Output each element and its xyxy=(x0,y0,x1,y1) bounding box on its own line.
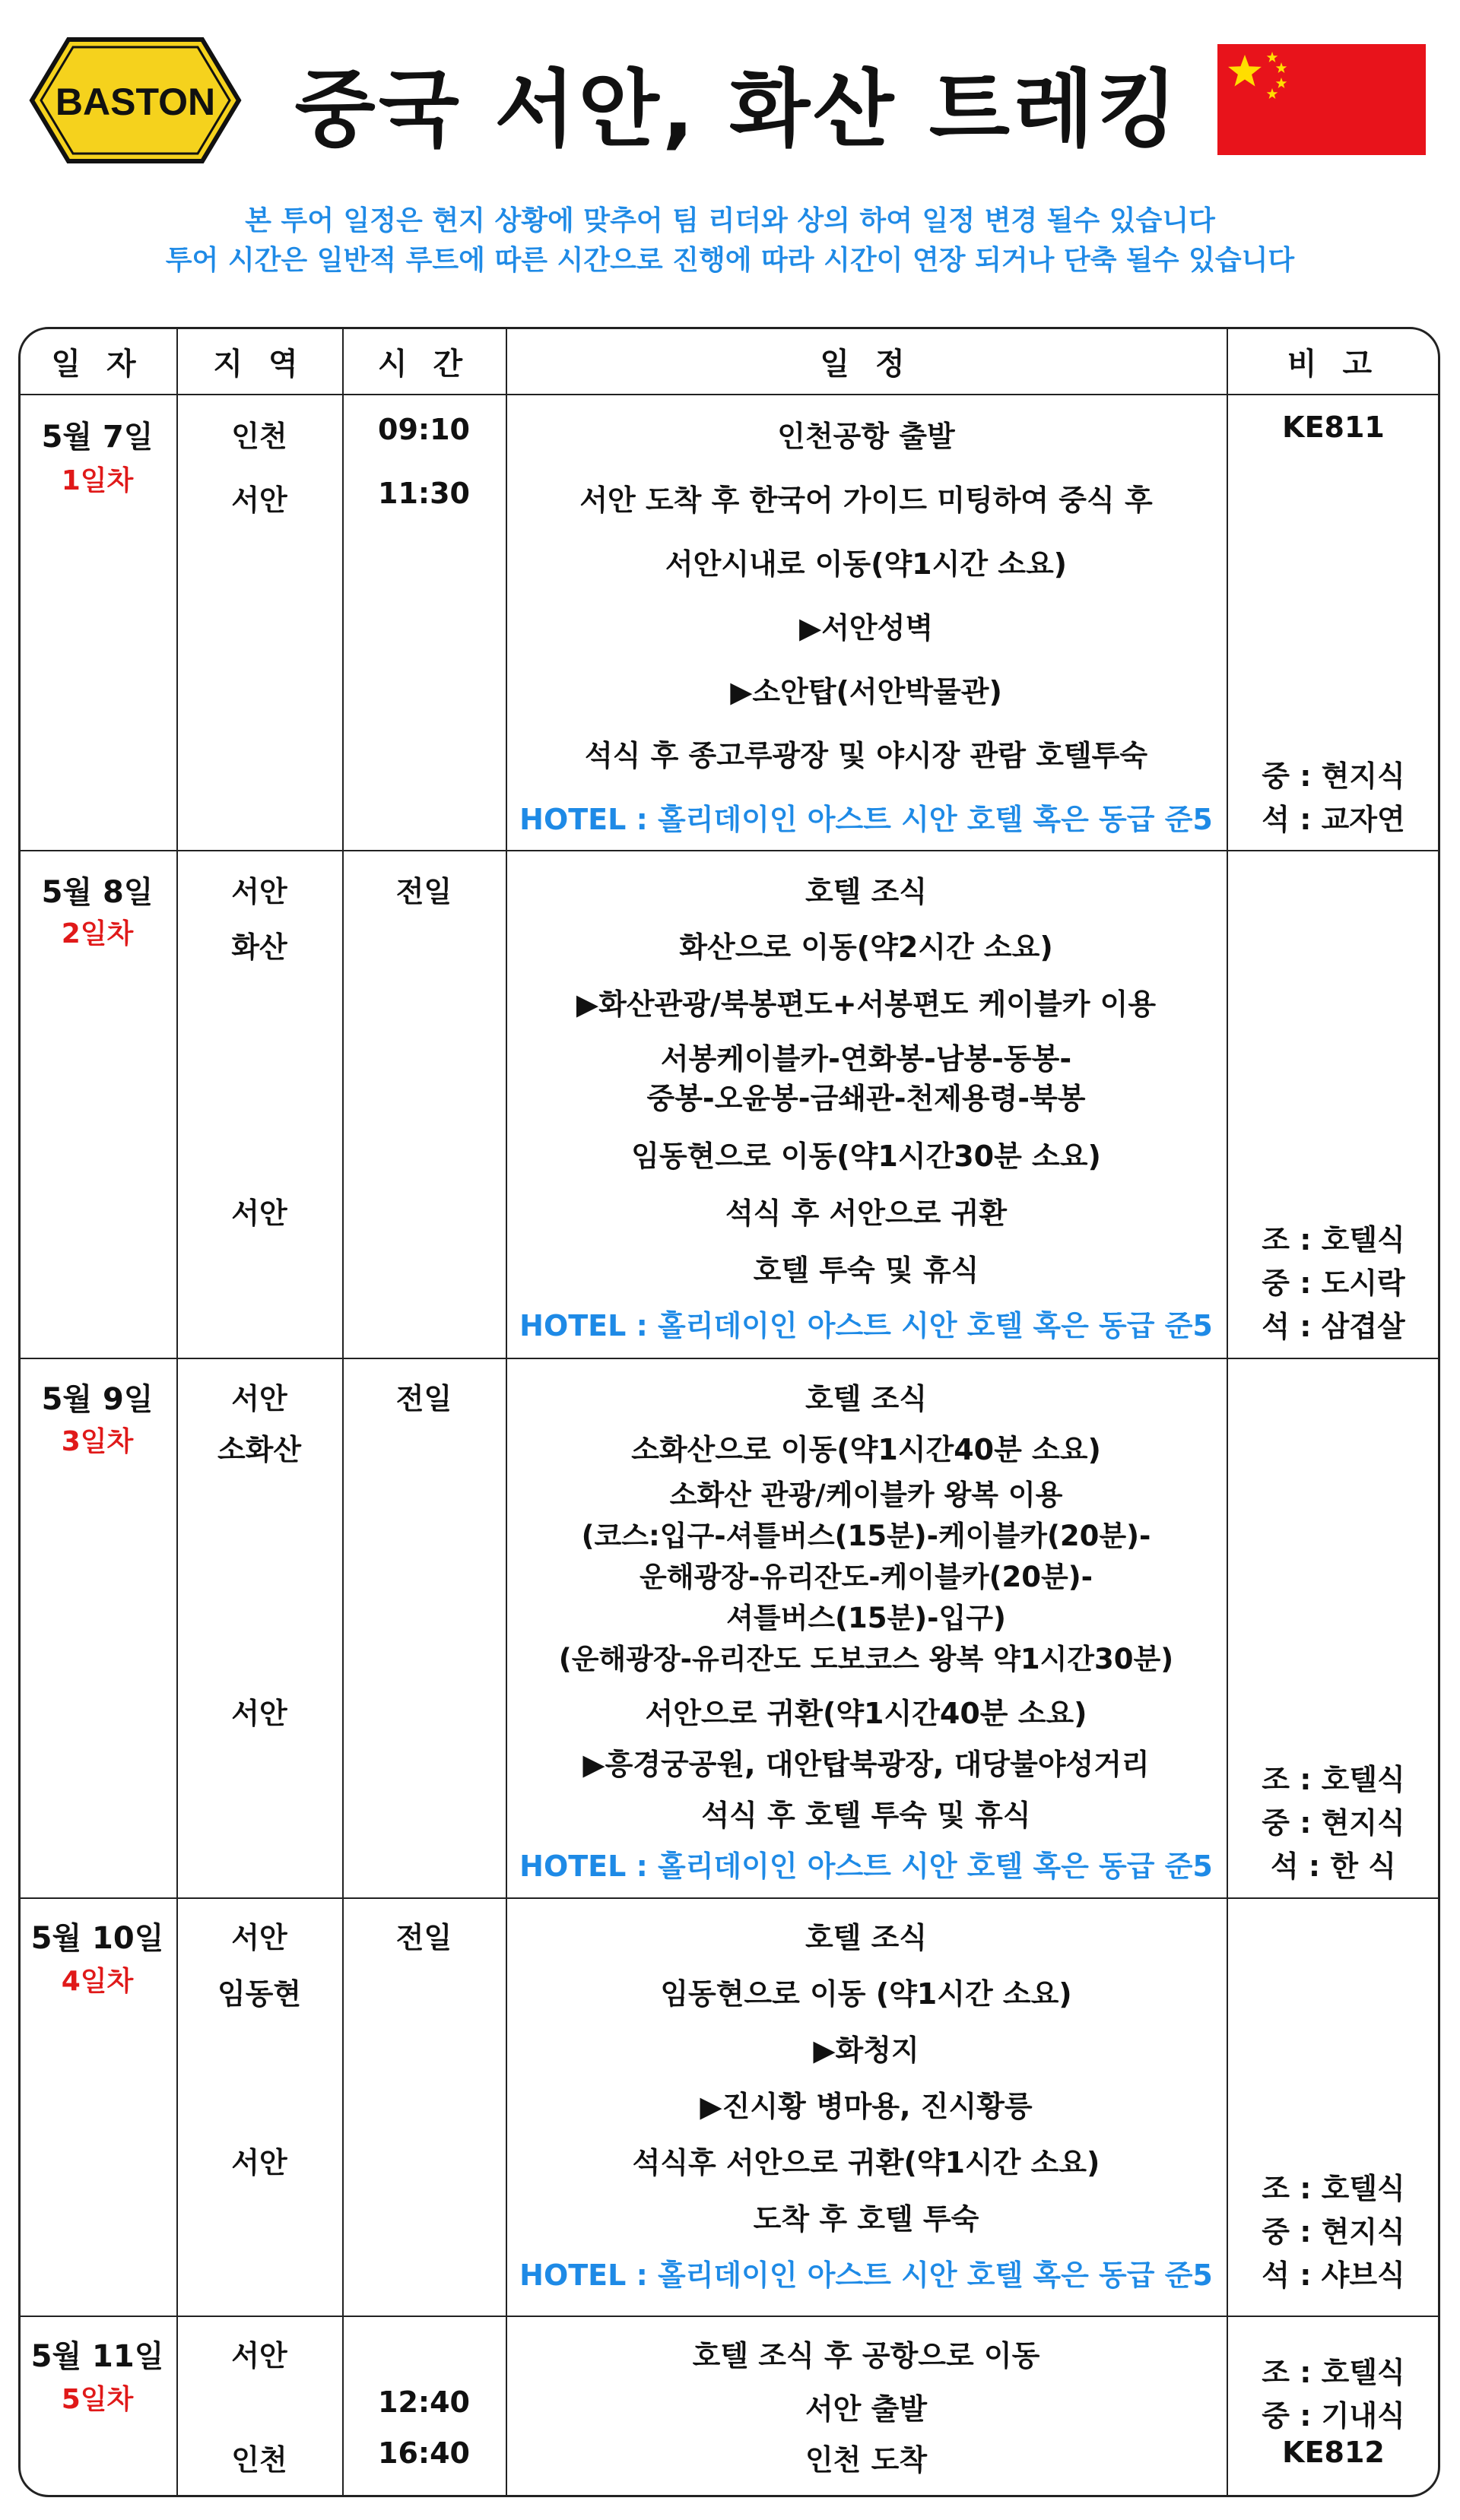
schedule-item: 석식후 서안으로 귀환(약1시간 소요) xyxy=(632,2146,1100,2179)
meal-info: 석 : 삼겹살 xyxy=(1262,1310,1405,1343)
schedule-item: 호텔 조식 후 공항으로 이동 xyxy=(692,2339,1040,2373)
schedule-item: 도착 후 호텔 투숙 xyxy=(753,2202,979,2236)
time: 전일 xyxy=(395,1382,452,1415)
schedule-item: 운해광장-유리잔도-케이블카(20분)- xyxy=(639,1561,1093,1593)
schedule-item: ▶화청지 xyxy=(813,2033,919,2067)
schedule-item: ▶소안탑(서안박물관) xyxy=(730,675,1002,708)
meal-info: 중 : 현지식 xyxy=(1262,759,1405,793)
logo-text: BASTON xyxy=(55,81,216,123)
region: 소화산 xyxy=(217,1433,302,1466)
row-divider xyxy=(18,2316,1440,2317)
day-date: 5월 8일 xyxy=(41,875,154,910)
meal-info: 조 : 호텔식 xyxy=(1262,1763,1405,1796)
schedule-item: 호텔 조식 xyxy=(805,1382,928,1415)
header-date: 일 자 xyxy=(51,346,144,382)
hotel-info: HOTEL : 홀리데이인 아스트 시안 호텔 혹은 동급 준5 xyxy=(519,803,1213,836)
schedule-item: 인천공항 출발 xyxy=(777,420,955,453)
hotel-info: HOTEL : 홀리데이인 아스트 시안 호텔 혹은 동급 준5 xyxy=(519,1309,1213,1342)
meal-info: 석 : 샤브식 xyxy=(1262,2258,1405,2292)
page-title: 중국 서안, 화산 트레킹 xyxy=(294,61,1181,158)
schedule-item: (운해광장-유리잔도 도보코스 왕복 약1시간30분) xyxy=(558,1643,1174,1675)
meal-info: 중 : 도시락 xyxy=(1262,1266,1405,1300)
header-region: 지 역 xyxy=(213,346,306,382)
schedule-item: 서안시내로 이동(약1시간 소요) xyxy=(665,547,1068,581)
baston-logo xyxy=(29,36,242,164)
schedule-item: 소화산 관광/케이블카 왕복 이용 xyxy=(669,1479,1063,1511)
meal-info: 중 : 현지식 xyxy=(1262,2215,1405,2249)
meal-info: 조 : 호텔식 xyxy=(1262,2356,1405,2389)
notice-line-1: 본 투어 일정은 현지 상황에 맞추어 팀 리더와 상의 하여 일정 변경 될수 있습니다 xyxy=(245,205,1215,236)
header-notes: 비 고 xyxy=(1287,346,1380,382)
region: 서안 xyxy=(231,1697,287,1730)
region: 서안 xyxy=(231,1382,287,1415)
day-date: 5월 10일 xyxy=(30,1921,164,1956)
region: 서안 xyxy=(231,2146,287,2179)
china-flag-icon xyxy=(1217,44,1426,155)
schedule-item: 호텔 조식 xyxy=(805,1921,928,1954)
schedule-item: 화산으로 이동(약2시간 소요) xyxy=(679,930,1053,964)
row-divider xyxy=(18,850,1440,851)
time: 11:30 xyxy=(378,477,470,510)
schedule-item: 인천 도착 xyxy=(805,2443,928,2477)
header-schedule: 일 정 xyxy=(820,346,912,382)
schedule-item: 석식 후 종고루광장 및 야시장 관람 호텔투숙 xyxy=(584,739,1148,772)
time: 전일 xyxy=(395,875,452,908)
time: 16:40 xyxy=(378,2436,470,2470)
schedule-item: ▶서안성벽 xyxy=(798,611,934,645)
meal-info: 중 : 현지식 xyxy=(1262,1806,1405,1840)
schedule-item: ▶흥경궁공원, 대안탑북광장, 대당불야성거리 xyxy=(582,1748,1150,1781)
hotel-info: HOTEL : 홀리데이인 아스트 시안 호텔 혹은 동급 준5 xyxy=(519,1850,1213,1883)
flight-number: KE812 xyxy=(1282,2436,1385,2469)
time: 전일 xyxy=(395,1921,452,1954)
time: 09:10 xyxy=(378,413,470,446)
day-number: 5일차 xyxy=(61,2384,134,2415)
meal-info: 중 : 기내식 xyxy=(1262,2399,1405,2433)
notice-line-2: 투어 시간은 일반적 루트에 따른 시간으로 진행에 따라 시간이 연장 되거나 단축 될수 있습니다 xyxy=(165,245,1295,276)
region: 화산 xyxy=(231,930,287,964)
day-number: 4일차 xyxy=(61,1966,134,1997)
schedule-item: 서안 도착 후 한국어 가이드 미팅하여 중식 후 xyxy=(579,483,1153,517)
schedule-item: 석식 후 호텔 투숙 및 휴식 xyxy=(701,1799,1031,1832)
meal-info: 조 : 호텔식 xyxy=(1262,2172,1405,2205)
schedule-item: 석식 후 서안으로 귀환 xyxy=(725,1197,1008,1230)
schedule-item: 임동현으로 이동 (약1시간 소요) xyxy=(660,1977,1072,2011)
row-divider xyxy=(18,1358,1440,1359)
schedule-item: 셔틀버스(15분)-입구) xyxy=(726,1602,1006,1634)
time: 12:40 xyxy=(378,2385,470,2419)
schedule-item: 중봉-오윤봉-금쇄관-천제용령-북봉 xyxy=(646,1082,1086,1115)
region: 서안 xyxy=(231,1921,287,1954)
schedule-item: 서봉케이블카-연화봉-남봉-동봉- xyxy=(660,1042,1072,1076)
region: 서안 xyxy=(231,875,287,908)
meal-info: 석 : 한 식 xyxy=(1270,1850,1396,1883)
row-divider xyxy=(18,394,1440,395)
flight-number: KE811 xyxy=(1282,410,1385,444)
meal-info: 석 : 교자연 xyxy=(1262,803,1405,836)
schedule-item: 서안으로 귀환(약1시간40분 소요) xyxy=(645,1697,1087,1730)
region: 서안 xyxy=(231,2339,287,2373)
row-divider xyxy=(18,1897,1440,1899)
region: 임동현 xyxy=(217,1977,302,2011)
day-date: 5월 9일 xyxy=(41,1382,154,1417)
day-date: 5월 7일 xyxy=(41,420,154,455)
schedule-item: 호텔 투숙 및 휴식 xyxy=(753,1254,979,1287)
day-number: 2일차 xyxy=(61,918,134,949)
day-date: 5월 11일 xyxy=(30,2339,164,2374)
region: 서안 xyxy=(231,483,287,517)
schedule-item: ▶진시황 병마용, 진시황릉 xyxy=(700,2090,1033,2123)
hotel-info: HOTEL : 홀리데이인 아스트 시안 호텔 혹은 동급 준5 xyxy=(519,2258,1213,2292)
meal-info: 조 : 호텔식 xyxy=(1262,1223,1405,1257)
header-time: 시 간 xyxy=(377,346,471,382)
schedule-item: 임동현으로 이동(약1시간30분 소요) xyxy=(631,1140,1101,1173)
schedule-item: 호텔 조식 xyxy=(805,875,928,908)
schedule-item: 서안 출발 xyxy=(805,2392,928,2426)
region: 인천 xyxy=(231,420,287,453)
schedule-item: 소화산으로 이동(약1시간40분 소요) xyxy=(631,1433,1101,1466)
region: 서안 xyxy=(231,1197,287,1230)
schedule-item: ▶화산관광/북봉편도+서봉편도 케이블카 이용 xyxy=(576,987,1157,1021)
region: 인천 xyxy=(231,2443,287,2477)
day-number: 3일차 xyxy=(61,1426,134,1457)
day-number: 1일차 xyxy=(61,465,134,496)
schedule-item: (코스:입구-셔틀버스(15분)-케이블카(20분)- xyxy=(581,1520,1151,1552)
